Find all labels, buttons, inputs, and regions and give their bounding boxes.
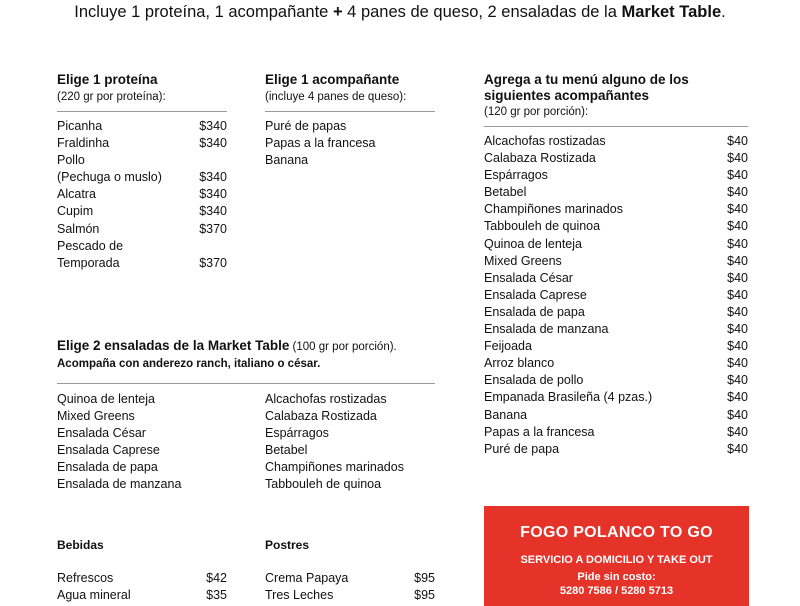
extra-item-name: Puré de papa — [484, 441, 560, 456]
side-divider — [265, 111, 435, 112]
extra-item-name: Champiñones marinados — [484, 202, 623, 217]
desserts-title: Postres — [265, 538, 310, 552]
salad-item: Betabel — [265, 443, 308, 458]
extra-item-name: Banana — [484, 407, 528, 422]
extra-item-price: $40 — [727, 270, 748, 285]
salad-item: Alcachofas rostizadas — [265, 392, 387, 406]
intro-plus: + — [332, 3, 343, 21]
salads-divider — [57, 383, 435, 384]
drink-item — [57, 570, 227, 587]
protein-item-name: Picanha — [57, 119, 103, 133]
salads-subtitle: Acompaña con anderezo ranch, italiano o césar. — [57, 358, 321, 370]
drinks-list — [57, 570, 227, 604]
extra-item-price: $40 — [727, 168, 748, 183]
extras-divider — [484, 126, 748, 127]
extra-item — [484, 218, 748, 235]
extra-item-price: $40 — [727, 390, 748, 405]
extra-item-name: Ensalada César — [484, 270, 573, 285]
drink-item-price: $42 — [206, 571, 227, 585]
extra-item-name: Feijoada — [484, 339, 532, 354]
protein-item-name: Alcatra — [57, 187, 96, 202]
protein-item-name: Pollo — [57, 153, 85, 168]
protein-section — [57, 72, 227, 272]
intro-line — [0, 3, 800, 22]
side-title: Elige 1 acompañante — [265, 72, 400, 87]
protein-item — [57, 152, 227, 169]
protein-item-price: $340 — [199, 170, 227, 185]
salads-title — [57, 338, 435, 355]
protein-item — [57, 255, 227, 272]
extra-item — [484, 321, 748, 338]
protein-title: Elige 1 proteína — [57, 72, 158, 87]
promo-box — [484, 506, 749, 606]
extra-item — [484, 407, 748, 424]
protein-item — [57, 169, 227, 186]
extra-item-name: Alcachofas rostizadas — [484, 134, 606, 148]
extra-item-name: Ensalada de manzana — [484, 322, 609, 337]
extras-title-2: siguientes acompañantes — [484, 88, 650, 103]
promo-phones[interactable]: 5280 7586 / 5280 5713 — [559, 585, 674, 597]
desserts-list — [265, 570, 435, 604]
protein-item-price: $370 — [199, 221, 227, 236]
salad-item: Calabaza Rostizada — [265, 409, 377, 424]
protein-item-name: Cupim — [57, 204, 94, 219]
extra-item-name: Papas a la francesa — [484, 424, 595, 439]
extra-item — [484, 389, 748, 406]
side-list — [265, 118, 435, 169]
dessert-item — [265, 570, 435, 587]
salads-section — [57, 338, 435, 494]
protein-item-price: $340 — [199, 187, 227, 202]
salad-item: Mixed Greens — [57, 409, 135, 424]
extra-item-price: $40 — [727, 424, 748, 439]
dessert-item-name: Crema Papaya — [265, 571, 349, 585]
extra-item-name: Empanada Brasileña (4 pzas.) — [484, 390, 653, 405]
extra-item-price: $40 — [727, 407, 748, 422]
salads-title-bold: Elige 2 ensaladas de la Market Table — [57, 338, 290, 353]
drink-item-price: $35 — [206, 588, 227, 603]
side-item: Banana — [265, 153, 309, 168]
extras-list — [484, 133, 748, 458]
protein-item-price: $340 — [199, 204, 227, 219]
protein-item — [57, 118, 227, 135]
side-section — [265, 72, 435, 169]
protein-item-price: $370 — [199, 255, 227, 270]
extra-item-name: Ensalada Caprese — [484, 287, 587, 302]
salads-list-right — [265, 391, 435, 494]
extra-item-price: $40 — [727, 322, 748, 337]
extra-item-price: $40 — [727, 373, 748, 388]
extra-item — [484, 270, 748, 287]
extra-item — [484, 424, 748, 441]
protein-item — [57, 135, 227, 152]
promo-subtitle: SERVICIO A DOMICILIO Y TAKE OUT — [520, 554, 713, 566]
extra-item-name: Tabbouleh de quinoa — [484, 219, 601, 234]
extra-item-name: Mixed Greens — [484, 253, 562, 268]
extra-item-price: $40 — [727, 219, 748, 234]
protein-item-name: Pescado de — [57, 238, 124, 253]
extras-subtitle: (120 gr por porción): — [484, 106, 589, 118]
extra-item-price: $40 — [727, 339, 748, 354]
intro-period: . — [721, 3, 726, 21]
extra-item — [484, 338, 748, 355]
extra-item-price: $40 — [727, 134, 748, 148]
protein-list — [57, 118, 227, 272]
side-item: Papas a la francesa — [265, 136, 376, 151]
extra-item-price: $40 — [727, 185, 748, 200]
protein-item-name: Temporada — [57, 255, 120, 270]
extra-item — [484, 304, 748, 321]
extra-item-name: Quinoa de lenteja — [484, 236, 582, 251]
promo-title: FOGO POLANCO TO GO — [520, 524, 713, 541]
drinks-section — [57, 537, 227, 604]
drink-item-name: Refrescos — [57, 571, 114, 585]
protein-item — [57, 203, 227, 220]
intro-text: Incluye 1 proteína, 1 acompañante — [74, 3, 333, 21]
salad-item: Ensalada César — [57, 426, 146, 441]
extra-item-name: Ensalada de pollo — [484, 373, 584, 388]
protein-item-name: Fraldinha — [57, 136, 110, 151]
extra-item-name: Betabel — [484, 185, 527, 200]
extra-item-name: Calabaza Rostizada — [484, 151, 596, 166]
extra-item-price: $40 — [727, 441, 748, 456]
extra-item-price: $40 — [727, 304, 748, 319]
salad-item: Ensalada de papa — [57, 460, 158, 475]
protein-item-name: Salmón — [57, 221, 100, 236]
extra-item-price: $40 — [727, 236, 748, 251]
salad-item: Espárragos — [265, 426, 329, 441]
extra-item-price: $40 — [727, 151, 748, 166]
dessert-item-price: $95 — [414, 571, 435, 585]
extras-title-1: Agrega a tu menú alguno de los — [484, 72, 689, 87]
salad-item: Quinoa de lenteja — [57, 392, 155, 406]
extra-item — [484, 287, 748, 304]
intro-market-table: Market Table — [621, 3, 722, 21]
extra-item — [484, 167, 748, 184]
protein-item — [57, 238, 227, 255]
intro-text-2: 4 panes de queso, 2 ensaladas de la — [342, 3, 622, 21]
extra-item — [484, 201, 748, 218]
extra-item — [484, 253, 748, 270]
extras-section — [484, 72, 748, 458]
extra-item-price: $40 — [727, 356, 748, 371]
side-item: Puré de papas — [265, 119, 347, 133]
desserts-section — [265, 537, 435, 604]
extra-item-price: $40 — [727, 253, 748, 268]
salad-item: Tabbouleh de quinoa — [265, 477, 382, 492]
drink-item-name: Agua mineral — [57, 588, 131, 603]
protein-divider — [57, 111, 227, 112]
protein-item-price: $340 — [199, 119, 227, 133]
extra-item — [484, 355, 748, 372]
salad-item: Ensalada de manzana — [57, 477, 182, 492]
salad-item: Ensalada Caprese — [57, 443, 160, 458]
extra-item-name: Espárragos — [484, 168, 548, 183]
promo-ask: Pide sin costo: — [577, 571, 656, 583]
drink-item — [57, 587, 227, 604]
drinks-title: Bebidas — [57, 538, 104, 552]
protein-item-name: (Pechuga o muslo) — [57, 170, 162, 185]
extra-item — [484, 150, 748, 167]
salads-list-left — [57, 391, 265, 494]
protein-item-price: $340 — [199, 136, 227, 151]
protein-subtitle: (220 gr por proteína): — [57, 91, 166, 103]
extra-item — [484, 236, 748, 253]
extra-item — [484, 184, 748, 201]
extra-item-name: Ensalada de papa — [484, 304, 585, 319]
extra-item-price: $40 — [727, 202, 748, 217]
dessert-item-name: Tres Leches — [265, 588, 334, 603]
dessert-item-price: $95 — [414, 588, 435, 603]
protein-item — [57, 221, 227, 238]
side-subtitle: (incluye 4 panes de queso): — [265, 91, 407, 103]
salads-title-note: (100 gr por porción). — [289, 341, 397, 353]
extra-item — [484, 441, 748, 458]
extra-item-name: Arroz blanco — [484, 356, 555, 371]
extra-item — [484, 372, 748, 389]
dessert-item — [265, 587, 435, 604]
extra-item-price: $40 — [727, 287, 748, 302]
extra-item — [484, 133, 748, 150]
protein-item — [57, 186, 227, 203]
salad-item: Champiñones marinados — [265, 460, 404, 475]
